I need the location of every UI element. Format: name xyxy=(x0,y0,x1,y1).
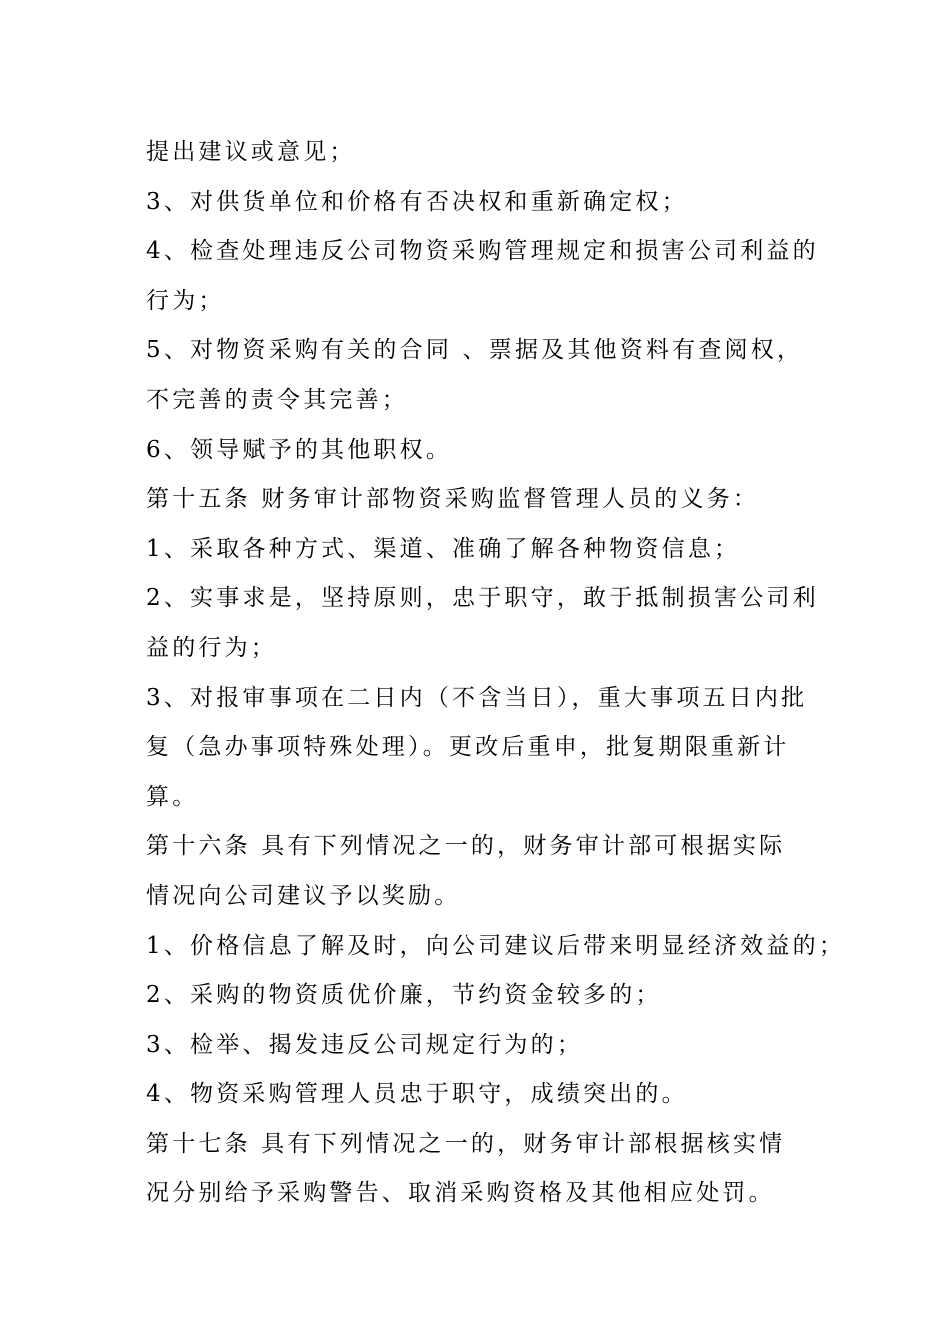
text-line: 3、对供货单位和价格有否决权和重新确定权； xyxy=(146,188,688,215)
text-line: 3、检举、揭发违反公司规定行为的； xyxy=(146,1031,584,1058)
text-line: 3、对报审事项在二日内（不含当日），重大事项五日内批 xyxy=(146,684,808,711)
text-line: 益的行为； xyxy=(146,634,277,661)
text-line: 行为； xyxy=(146,287,225,314)
text-line: 提出建议或意见； xyxy=(146,139,356,165)
text-line: 况分别给予采购警告、取消采购资格及其他相应处罚。 xyxy=(146,1180,775,1207)
article-heading: 第十五条 财务审计部物资采购监督管理人员的义务： xyxy=(146,486,760,513)
text-line: 2、采购的物资质优价廉，节约资金较多的； xyxy=(146,982,662,1009)
text-line: 不完善的责令其完善； xyxy=(146,386,408,413)
article-heading: 第十六条 具有下列情况之一的，财务审计部可根据实际 xyxy=(146,833,786,860)
text-line: 情况向公司建议予以奖励。 xyxy=(146,882,461,909)
text-line: 复（急办事项特殊处理）。更改后重申，批复期限重新计 xyxy=(146,734,790,761)
text-line: 算。 xyxy=(146,783,199,810)
text-line: 1、价格信息了解及时，向公司建议后带来明显经济效益的； xyxy=(146,932,846,959)
text-line: 4、检查处理违反公司物资采购管理规定和损害公司利益的 xyxy=(146,238,819,265)
text-line: 6、领导赋予的其他职权。 xyxy=(146,436,453,463)
text-line: 5、对物资采购有关的合同 、票据及其他资料有查阅权， xyxy=(146,337,804,364)
text-line: 1、采取各种方式、渠道、准确了解各种物资信息； xyxy=(146,535,741,562)
text-line: 2、实事求是，坚持原则，忠于职守，敢于抵制损害公司利 xyxy=(146,585,819,612)
article-heading: 第十七条 具有下列情况之一的，财务审计部根据核实情 xyxy=(146,1130,786,1157)
text-line: 4、物资采购管理人员忠于职守，成绩突出的。 xyxy=(146,1081,688,1108)
document-body xyxy=(146,128,846,1219)
